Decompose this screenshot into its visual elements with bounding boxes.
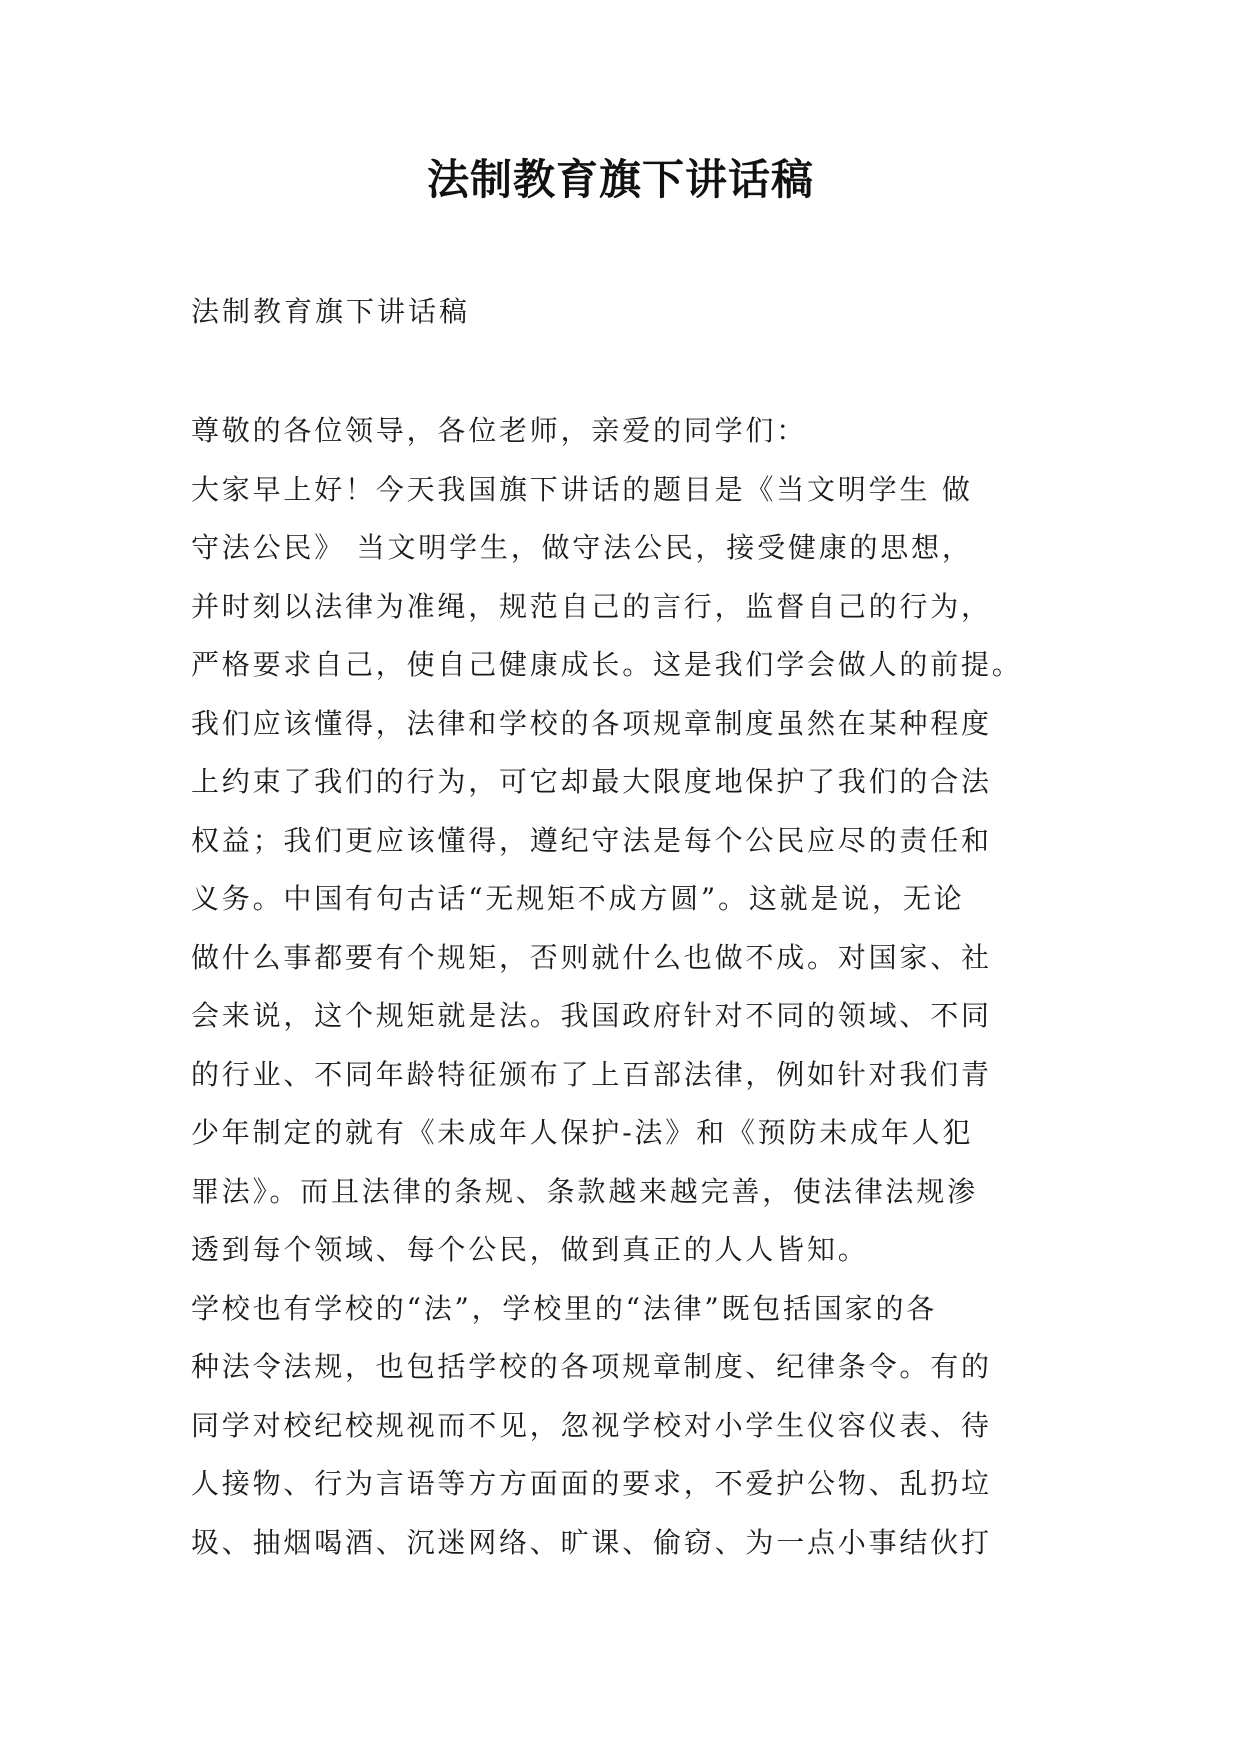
text-line: 我们应该懂得，法律和学校的各项规章制度虽然在某种程度 [191,706,992,740]
text-line: 义务。中国有句古话“无规矩不成方圆”。这就是说，无论 [191,882,965,915]
text-line: 少年制定的就有《未成年人保护-法》和《预防未成年人犯 [191,1116,974,1149]
text-line: 严格要求自己，使自己健康成长。这是我们学会做人的前提。 [191,648,1023,681]
text-line: 尊敬的各位领导，各位老师，亲爱的同学们： [191,414,808,447]
text-line: 人接物、行为言语等方方面面的要求，不爱护公物、乱扔垃 [191,1467,992,1500]
text-line: 权益；我们更应该懂得，遵纪守法是每个公民应尽的责任和 [191,823,992,857]
text-line: 做什么事都要有个规矩，否则就什么也做不成。对国家、社 [191,940,992,974]
document-subtitle: 法制教育旗下讲话稿 [191,295,471,328]
text-line: 种法令法规，也包括学校的各项规章制度、纪律条令。有的 [191,1350,992,1383]
text-line: 圾、抽烟喝酒、沉迷网络、旷课、偷窃、为一点小事结伙打 [191,1525,992,1559]
text-line: 并时刻以法律为准绳，规范自己的言行，监督自己的行为， [191,589,992,623]
text-line: 罪法》。而且法律的条规、条款越来越完善，使法律法规渗 [191,1174,978,1208]
text-line: 学校也有学校的“法”，学校里的“法律”既包括国家的各 [191,1291,938,1325]
document-title: 法制教育旗下讲话稿 [426,155,814,204]
text-line: 的行业、不同年龄特征颁布了上百部法律，例如针对我们青 [191,1057,992,1091]
text-line: 会来说，这个规矩就是法。我国政府针对不同的领域、不同 [191,999,992,1032]
text-line: 上约束了我们的行为，可它却最大限度地保护了我们的合法 [191,765,992,798]
text-line: 守法公民》 当文明学生，做守法公民，接受健康的思想， [191,531,973,564]
text-line: 透到每个领域、每个公民，做到真正的人人皆知。 [191,1233,869,1266]
text-line: 同学对校纪校规视而不见，忽视学校对小学生仪容仪表、待 [191,1408,992,1442]
document-body [191,402,1071,1572]
text-line: 大家早上好！今天我国旗下讲话的题目是《当文明学生 做 [191,472,973,506]
